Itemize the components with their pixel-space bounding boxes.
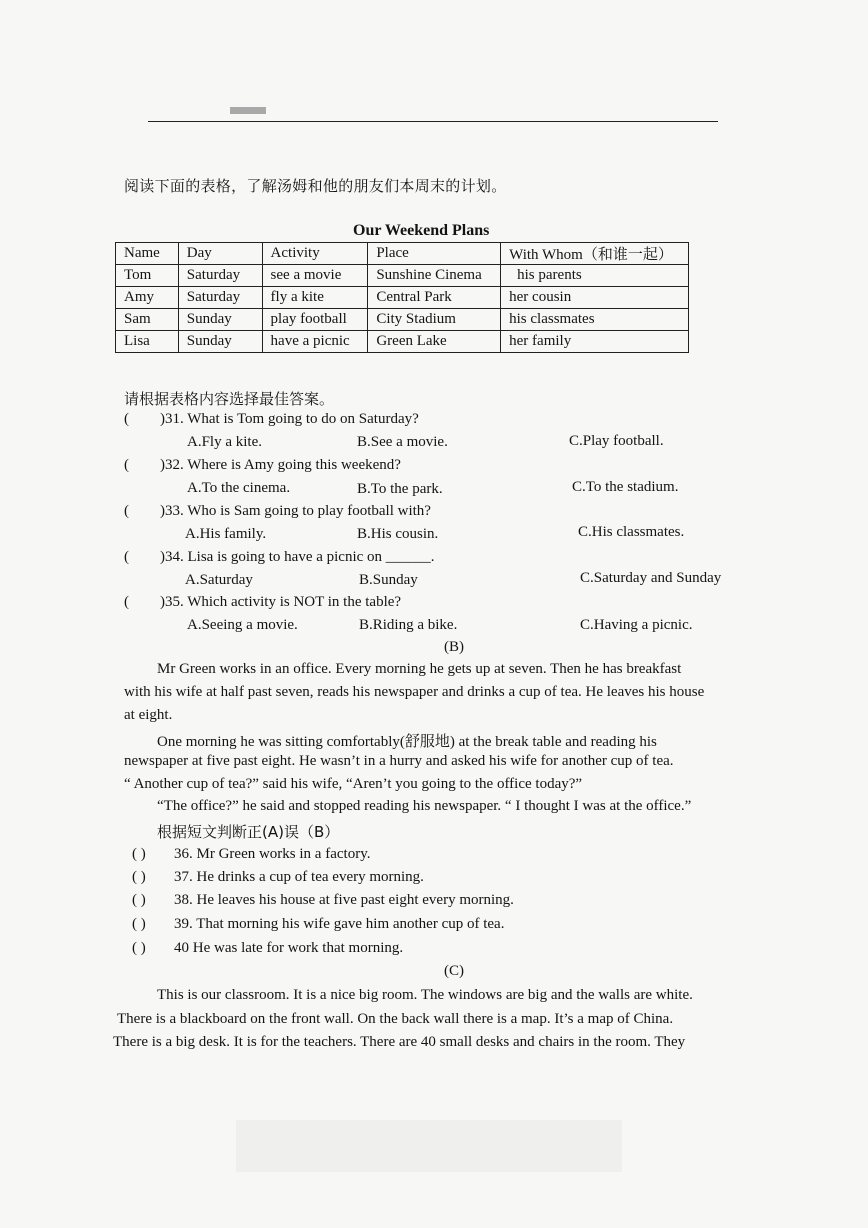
question-text: )32. Where is Amy going this weekend?	[160, 457, 401, 473]
passage-line: “The office?” he said and stopped reading his newspaper. “ I thought I was at the office.”	[157, 798, 692, 814]
table-header-cell: Place	[368, 243, 501, 265]
table-cell: her family	[501, 331, 689, 353]
option-c: C.Having a picnic.	[580, 617, 693, 633]
table-cell: Sunday	[178, 331, 262, 353]
tf-item-36	[132, 846, 371, 863]
option-a: A.His family.	[185, 526, 267, 542]
option-a: A.To the cinema.	[187, 480, 291, 496]
scan-smudge	[236, 1120, 622, 1172]
answer-paren: (	[124, 594, 129, 610]
table-row	[116, 309, 689, 331]
table-header-cell: Activity	[262, 243, 368, 265]
reading-intro: 阅读下面的表格，了解汤姆和他的朋友们本周末的计划。	[124, 177, 507, 195]
tf-item-38	[132, 892, 514, 909]
tf-item-37	[132, 869, 424, 886]
table-row	[116, 287, 689, 309]
passage-line: with his wife at half past seven, reads his newspaper and drinks a cup of tea. He leaves his house	[124, 684, 705, 700]
tf-instruction: 根据短文判断正(A)误（B）	[157, 823, 340, 841]
answer-paren: ( )	[132, 846, 146, 862]
option-a: A.Saturday	[185, 572, 253, 588]
answer-paren: ( )	[132, 916, 146, 932]
question-text: )33. Who is Sam going to play football with?	[160, 503, 431, 519]
table-cell: Green Lake	[368, 331, 501, 353]
answer-paren: (	[124, 549, 129, 565]
option-a: A.Fly a kite.	[187, 434, 262, 450]
option-b: B.To the park.	[357, 481, 443, 497]
passage-line: One morning he was sitting comfortably(舒服地) at the break table and reading his	[157, 734, 657, 750]
tf-item-39	[132, 916, 505, 933]
table-cell: have a picnic	[262, 331, 368, 353]
table-cell: Tom	[116, 265, 179, 287]
header-mark	[230, 107, 266, 114]
option-b: B.Riding a bike.	[359, 617, 458, 633]
option-c: C.To the stadium.	[572, 479, 679, 495]
passage-line: Mr Green works in an office. Every morning he gets up at seven. Then he has breakfast	[157, 661, 682, 677]
table-cell: Central Park	[368, 287, 501, 309]
table-header-row	[116, 243, 689, 265]
question-text: )31. What is Tom going to do on Saturday?	[160, 411, 419, 427]
tf-item-40	[132, 940, 404, 957]
answer-paren: (	[124, 457, 129, 473]
question-text: )35. Which activity is NOT in the table?	[160, 594, 402, 610]
table-cell: her cousin	[501, 287, 689, 309]
answer-paren: ( )	[132, 869, 146, 885]
section-b-label: (B)	[444, 639, 464, 655]
section-c-label: (C)	[444, 963, 464, 979]
table-cell: Lisa	[116, 331, 179, 353]
option-b: B.See a movie.	[357, 434, 448, 450]
table-header-cell: With Whom（和谁一起）	[501, 243, 689, 265]
option-b: B.His cousin.	[357, 526, 439, 542]
table-header-cell: Day	[178, 243, 262, 265]
table-cell: Sam	[116, 309, 179, 331]
table-title: Our Weekend Plans	[353, 222, 490, 239]
passage-line: newspaper at five past eight. He wasn’t in a hurry and asked his wife for another cup of tea.	[124, 753, 674, 769]
table-cell: Amy	[116, 287, 179, 309]
passage-line: at eight.	[124, 707, 173, 723]
option-c: C.Play football.	[569, 433, 664, 449]
option-a: A.Seeing a movie.	[187, 617, 298, 633]
mc-instruction: 请根据表格内容选择最佳答案。	[124, 390, 335, 408]
table-cell: his parents	[501, 265, 689, 287]
tf-text: 36. Mr Green works in a factory.	[174, 846, 371, 862]
table-cell: City Stadium	[368, 309, 501, 331]
tf-text: 37. He drinks a cup of tea every morning.	[174, 869, 424, 885]
passage-line: This is our classroom. It is a nice big room. The windows are big and the walls are white.	[157, 987, 693, 1003]
table-cell: Sunday	[178, 309, 262, 331]
passage-line: “ Another cup of tea?” said his wife, “Aren’t you going to the office today?”	[124, 776, 583, 792]
answer-paren: ( )	[132, 940, 146, 956]
table-row	[116, 265, 689, 287]
option-b: B.Sunday	[359, 572, 418, 588]
table-cell: Saturday	[178, 287, 262, 309]
tf-text: 39. That morning his wife gave him another cup of tea.	[174, 916, 505, 932]
tf-text: 38. He leaves his house at five past eight every morning.	[174, 892, 514, 908]
header-rule	[148, 121, 718, 122]
answer-paren: (	[124, 411, 129, 427]
passage-line: There is a blackboard on the front wall. On the back wall there is a map. It’s a map of China.	[117, 1011, 674, 1027]
answer-paren: ( )	[132, 892, 146, 908]
question-text: )34. Lisa is going to have a picnic on ______.	[160, 549, 435, 565]
table-cell: play football	[262, 309, 368, 331]
table-cell: fly a kite	[262, 287, 368, 309]
passage-line: There is a big desk. It is for the teachers. There are 40 small desks and chairs in the room. They	[113, 1034, 686, 1050]
answer-paren: (	[124, 503, 129, 519]
weekend-plans-table	[115, 242, 689, 353]
table-header-cell: Name	[116, 243, 179, 265]
table-cell: his classmates	[501, 309, 689, 331]
option-c: C.His classmates.	[578, 524, 685, 540]
option-c: C.Saturday and Sunday	[580, 570, 722, 586]
table-cell: Saturday	[178, 265, 262, 287]
table-cell: see a movie	[262, 265, 368, 287]
table-row	[116, 331, 689, 353]
tf-text: 40 He was late for work that morning.	[174, 940, 404, 956]
table-cell: Sunshine Cinema	[368, 265, 501, 287]
